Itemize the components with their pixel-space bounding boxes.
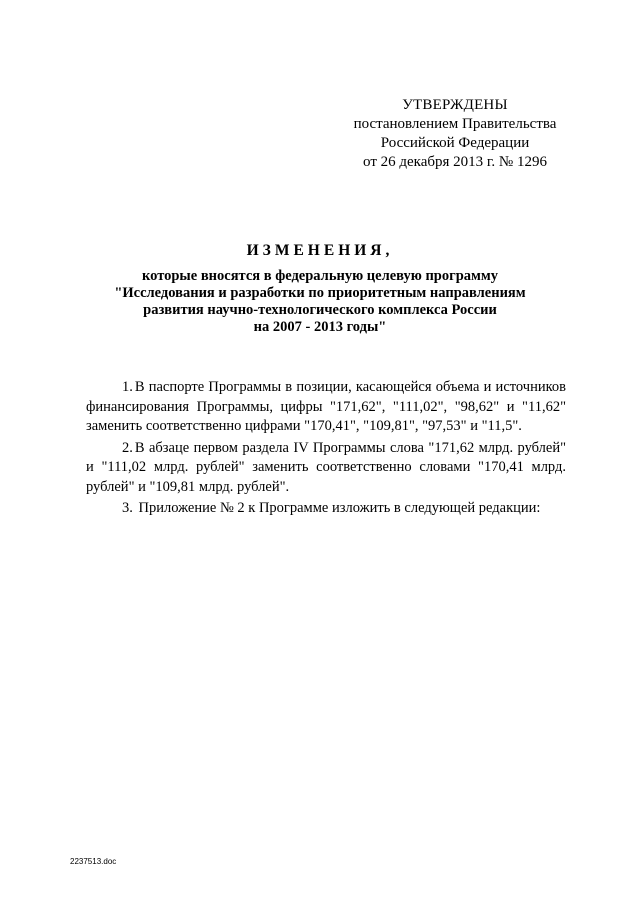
paragraph-number: 2. xyxy=(122,439,133,456)
paragraph-number: 3. xyxy=(122,500,133,516)
approval-date-number: от 26 декабря 2013 г. № 1296 xyxy=(363,154,547,170)
title-line: на 2007 - 2013 годы" xyxy=(253,319,387,335)
approval-stamp-block xyxy=(330,96,580,172)
paragraph-number: 1. xyxy=(122,379,133,395)
document-body xyxy=(86,378,566,521)
paragraph-text: В паспорте Программы в позиции, касающейся объема и источников финансирования Программы, цифры "171,62", "111,02", "98,62" и "11,62" заменить соответственно цифрами "170,41", "109,81", "97,53" и "11,5". xyxy=(86,379,566,434)
title-line: которые вносятся в федеральную целевую программу xyxy=(141,268,499,284)
paragraph-3 xyxy=(86,499,566,519)
approval-government: Российской Федерации xyxy=(380,135,530,151)
title-line: развития научно-технологического комплекса России xyxy=(143,302,497,318)
document-file-id: 2237513.doc xyxy=(70,857,117,866)
paragraph-1 xyxy=(86,378,566,437)
paragraph-2 xyxy=(86,439,566,498)
title-line: "Исследования и разработки по приоритетным направлениям xyxy=(114,285,526,301)
paragraph-text: Приложение № 2 к Программе изложить в следующей редакции: xyxy=(138,500,541,516)
approval-authority: постановлением Правительства xyxy=(353,116,557,132)
approval-heading: УТВЕРЖДЕНЫ xyxy=(402,97,508,113)
paragraph-text: В абзаце первом раздела IV Программы слова "171,62 млрд. рублей" и "111,02 млрд. рублей" заменить соответственно словами "170,41 млрд. рублей" и "109,81 млрд. рублей". xyxy=(86,439,566,495)
document-title xyxy=(60,242,580,336)
title-subtitle xyxy=(60,268,580,336)
title-main: ИЗМЕНЕНИЯ, xyxy=(246,242,394,259)
